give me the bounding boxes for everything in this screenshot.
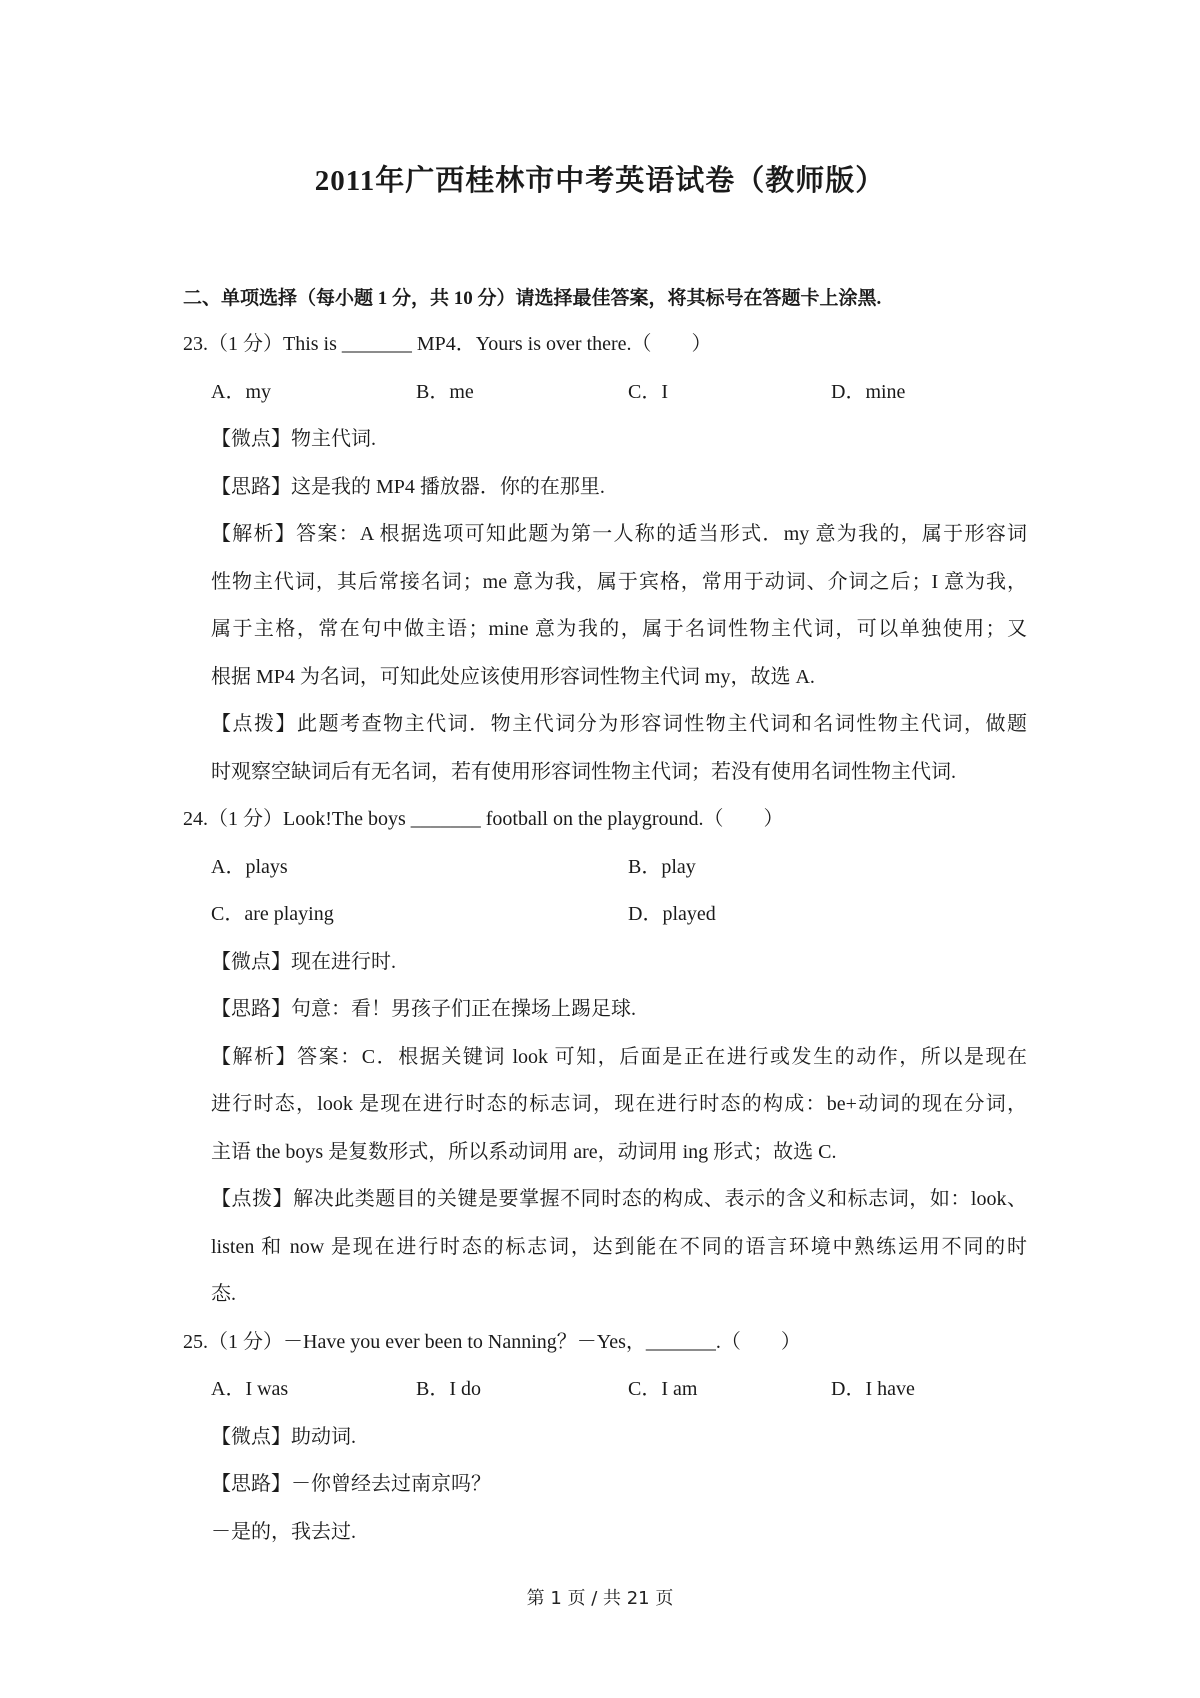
section-heading: 二、单项选择（每小题 1 分，共 10 分）请选择最佳答案，将其标号在答题卡上涂黑. <box>183 288 882 309</box>
question-25-stem: 25.（1 分）－Have you ever been to Nanning？－Yes，_______.（ ） <box>183 1331 801 1353</box>
q23-option-d: D．mine <box>831 381 906 403</box>
q24-option-c: C．are playing <box>211 903 334 925</box>
q25-option-b: B．I do <box>416 1378 481 1400</box>
q24-weidian: 【微点】现在进行时. <box>211 951 396 973</box>
q23-jiexi-line-2: 性物主代词，其后常接名词；me 意为我，属于宾格，常用于动词、介词之后；I 意为我， <box>211 571 1027 593</box>
q25-option-c: C．I am <box>628 1378 698 1400</box>
q23-weidian: 【微点】物主代词. <box>211 428 376 450</box>
q25-silu-line-2: －是的，我去过. <box>211 1521 356 1543</box>
q24-silu: 【思路】句意：看！男孩子们正在操场上踢足球. <box>211 998 636 1020</box>
q24-option-b: B．play <box>628 856 696 878</box>
question-23-stem: 23.（1 分）This is _______ MP4．Yours is over there.（ ） <box>183 333 712 355</box>
q24-option-a: A．plays <box>211 856 288 878</box>
q24-jiexi-line-2: 进行时态，look 是现在进行时态的标志词，现在进行时态的构成：be+动词的现在分词， <box>211 1093 1027 1115</box>
q24-dianbo-line-2: listen 和 now 是现在进行时态的标志词，达到能在不同的语言环境中熟练运用不同的时 <box>211 1236 1027 1258</box>
q23-option-a: A．my <box>211 381 271 403</box>
page-footer: 第 1 页 / 共 21 页 <box>526 1588 674 1609</box>
q24-jiexi-line-3: 主语 the boys 是复数形式，所以系动词用 are，动词用 ing 形式；故选 C. <box>211 1141 837 1163</box>
q25-option-d: D．I have <box>831 1378 915 1400</box>
q24-option-d: D．played <box>628 903 716 925</box>
q25-silu: 【思路】－你曾经去过南京吗？ <box>211 1473 491 1495</box>
q23-dianbo-line-1: 【点拨】此题考查物主代词．物主代词分为形容词性物主代词和名词性物主代词，做题 <box>211 713 1027 735</box>
q24-dianbo-line-3: 态. <box>211 1283 236 1305</box>
q24-jiexi-line-1: 【解析】答案：C．根据关键词 look 可知，后面是正在进行或发生的动作，所以是现在 <box>211 1046 1027 1068</box>
q23-jiexi-line-3: 属于主格，常在句中做主语；mine 意为我的，属于名词性物主代词，可以单独使用；又 <box>211 618 1027 640</box>
question-24-stem: 24.（1 分）Look!The boys _______ football on the playground.（ ） <box>183 808 784 830</box>
q23-option-b: B．me <box>416 381 474 403</box>
q25-option-a: A．I was <box>211 1378 289 1400</box>
q23-option-c: C．I <box>628 381 668 403</box>
q23-jiexi-line-1: 【解析】答案：A 根据选项可知此题为第一人称的适当形式．my 意为我的，属于形容词 <box>211 523 1027 545</box>
page-title: 2011年广西桂林市中考英语试卷（教师版） <box>314 165 886 197</box>
q23-jiexi-line-4: 根据 MP4 为名词，可知此处应该使用形容词性物主代词 my，故选 A. <box>211 666 815 688</box>
q23-silu: 【思路】这是我的 MP4 播放器．你的在那里. <box>211 476 605 498</box>
q23-dianbo-line-2: 时观察空缺词后有无名词，若有使用形容词性物主代词；若没有使用名词性物主代词. <box>211 761 956 783</box>
q24-dianbo-line-1: 【点拨】解决此类题目的关键是要掌握不同时态的构成、表示的含义和标志词，如：look、 <box>211 1188 1027 1210</box>
q25-weidian: 【微点】助动词. <box>211 1426 356 1448</box>
